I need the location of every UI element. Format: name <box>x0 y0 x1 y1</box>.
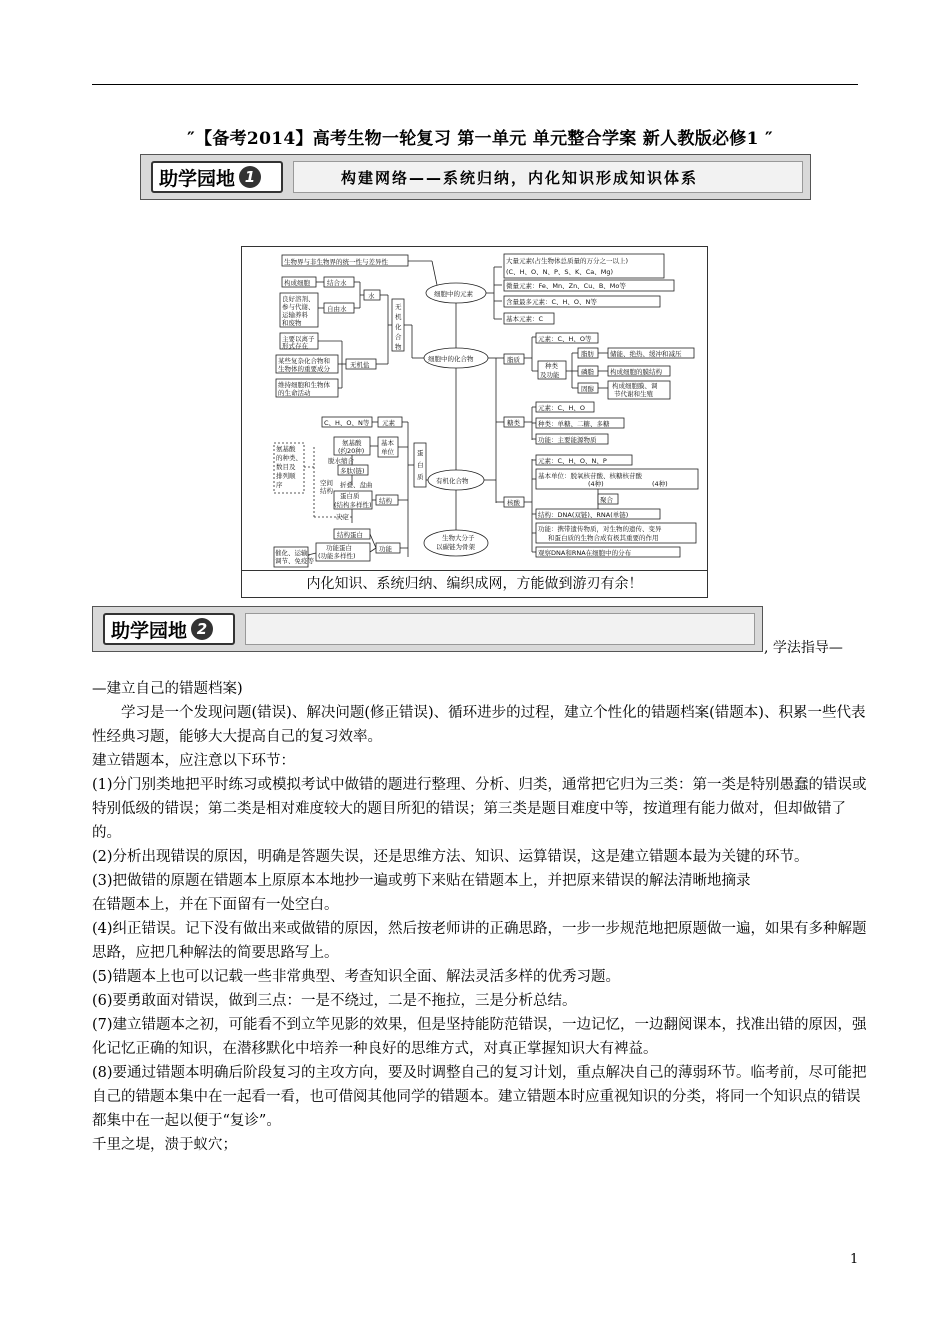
paragraph-step-2: (2)分析出现错误的原因，明确是答题失误，还是思维方法、知识、运算错误，这是建立错题本最为关键的环节。 <box>92 849 809 865</box>
amino-acid-2: (约20种) <box>338 447 365 455</box>
paragraph-proverb: 千里之堤，溃于蚁穴； <box>92 1137 237 1153</box>
salt-b-1: 某些复杂化合物和 <box>278 357 330 365</box>
water-func-3: 运输养料 <box>282 311 308 319</box>
nucleic-unit-1: 基本单位：脱氧核苷酸、核糖核苷酸 <box>538 472 642 480</box>
sugar: 糖类 <box>507 419 520 427</box>
lipid-kind-1: 种类 <box>545 362 558 370</box>
spatial-2: 结构 <box>320 487 333 495</box>
node-organic: 有机化合物 <box>436 477 469 485</box>
major-elements-1: 大量元素(占生物体总质量的万分之一以上) <box>506 257 629 265</box>
structure: 结构 <box>379 497 392 505</box>
node-macro-1: 生物大分子 <box>442 534 475 542</box>
paragraph-step-3a: (3)把做错的原题在错题本上原原本本地抄一遍或剪下来贴在错题本上，并把原来错误的解法清晰地摘录 <box>92 873 751 889</box>
number-one-icon: 1 <box>239 166 261 188</box>
inorganic-5: 物 <box>395 343 402 351</box>
inorganic-2: 机 <box>395 313 402 321</box>
nucleic-unit-2b: (4种) <box>652 480 668 488</box>
nucleic-acid: 核酸 <box>507 499 520 507</box>
nucleic-observe: 观察DNA和RNA在细胞中的分布 <box>538 549 632 557</box>
paragraph-step-4: (4)纠正错误。记下没有做出来或做错的原因，然后按老师讲的正确思路，一步一步规范地把原题做一遍，如果有多种解题思路，应把几种解法的简要思路写上。 <box>92 921 867 961</box>
inorganic-1: 无 <box>395 303 402 311</box>
left-note-3: 数目及 <box>276 463 296 471</box>
protein-1: 蛋白质 <box>340 492 360 500</box>
salt-a-2: 形式存在 <box>282 342 308 350</box>
salt-c-1: 维持细胞和生物体 <box>278 381 330 389</box>
nucleic-structure: 结构：DNA(双链)、RNA(单链) <box>538 511 629 519</box>
paragraph-intro: 学习是一个发现问题(错误)、解决问题(修正错误)、循环进步的过程，建立个性化的错题档案(错题本)、积累一些代表性经典习题，能够大大提高自己的复习效率。 <box>92 705 866 745</box>
body-text <box>92 677 868 1157</box>
protein-vertical-1: 蛋 <box>417 449 424 457</box>
bound-water: 结合水 <box>327 279 347 287</box>
nucleic-polymerize: 聚合 <box>600 496 613 504</box>
nucleic-unit-2a: (4种) <box>588 480 604 488</box>
salt-b-2: 生物体的重要成分 <box>278 365 330 373</box>
inorganic-4: 合 <box>395 333 402 341</box>
lipid-elements: 元素：C、H、O等 <box>538 335 592 343</box>
water-func-2: 参与代谢、 <box>282 303 315 311</box>
amino-acid-1: 氨基酸 <box>342 439 362 447</box>
left-note-4: 排列顺 <box>276 472 296 480</box>
nucleic-function-2: 和蛋白质的生物合成有极其重要的作用 <box>548 534 659 542</box>
diagram-top-label: 生物界与非生物界的统一性与差异性 <box>284 258 388 266</box>
sterol: 固醇 <box>581 385 594 393</box>
paragraph-step-7: (7)建立错题本之初，可能看不到立竿见影的效果，但是坚持能防范错误，一边记忆，一边翻阅课本，找准出错的原因，强化记忆正确的知识，在潜移默化中培养一种良好的思维方式，对真正掌握知识大有裨益。 <box>92 1017 867 1057</box>
phospholipid-function: 构成细胞的膜结构 <box>610 368 662 376</box>
salt-c-2: 的生命活动 <box>278 389 311 397</box>
protein-2: (结构多样性) <box>334 501 372 509</box>
salt-a-1: 主要以离子 <box>282 335 315 343</box>
body-line-0: —建立自己的错题档案) <box>92 681 243 697</box>
banner-heading-1: 构建网络——系统归纳，内化知识形成知识体系 <box>341 169 699 187</box>
trace-elements: 微量元素：Fe、Mn、Zn、Cu、B、Mo等 <box>506 282 626 290</box>
node-elements: 细胞中的元素 <box>434 290 473 298</box>
left-note-5: 序 <box>276 481 283 489</box>
left-note-2: 的种类、 <box>276 454 302 462</box>
banner-text-panel-2 <box>245 613 755 645</box>
decides: 决定 <box>336 513 349 521</box>
page-number: 1 <box>850 1252 859 1267</box>
most-elements: 含量最多元素：C、H、O、N等 <box>506 298 597 306</box>
catalysis-1: 催化、运输、 <box>275 549 314 557</box>
polypeptide: 多肽(链) <box>340 467 365 475</box>
major-elements-2: (C、H、O、N、P、S、K、Ca、Mg) <box>506 268 614 276</box>
sugar-kinds: 种类：单糖、二糖、多糖 <box>538 420 610 428</box>
water-struct: 构成细胞 <box>284 279 310 287</box>
water-func-1: 良好溶剂、 <box>282 295 315 303</box>
fat: 脂肪 <box>581 350 594 358</box>
folding: 折叠、盘曲 <box>340 481 373 489</box>
method-guide-label: , 学法指导— <box>764 640 843 656</box>
protein-element-list: C、H、O、N等 <box>324 419 370 427</box>
water-func-4: 和废物 <box>282 319 302 327</box>
inorganic-3: 化 <box>395 323 402 331</box>
free-water: 自由水 <box>327 305 347 313</box>
paragraph-step-8: (8)要通过错题本明确后阶段复习的主攻方向，要及时调整自己的复习计划，重点解决自己的薄弱环节。临考前，尽可能把自己的错题本集中在一起看一看，也可借阅其他同学的错题本。建立错题本时应重视知识的分类，将同一个知识点的错误都集中在一起以便于“复诊”。 <box>92 1065 867 1129</box>
functional-protein-2: (功能多样性) <box>318 552 356 560</box>
paragraph-steps-heading: 建立错题本，应注意以下环节： <box>92 753 295 769</box>
concept-map-svg <box>242 247 707 571</box>
phospholipid: 磷脂 <box>581 368 594 376</box>
protein-vertical-2: 白 <box>417 461 424 469</box>
sugar-elements: 元素：C、H、O <box>538 404 586 412</box>
catalysis-2: 调节、免疫等 <box>275 557 314 565</box>
spatial-1: 空间 <box>320 479 333 487</box>
inorganic-salt: 无机盐 <box>350 361 370 369</box>
structural-protein: 结构蛋白 <box>337 531 363 539</box>
sterol-function-2: 节代谢和生殖 <box>614 390 653 398</box>
banner-tag-label: 助学园地 <box>159 167 236 190</box>
banner-tag-1 <box>151 161 283 193</box>
section-banner-2 <box>92 606 763 652</box>
left-note-1: 氨基酸 <box>276 445 296 453</box>
sugar-function: 功能：主要能源物质 <box>538 436 597 444</box>
number-two-icon: 2 <box>191 618 213 640</box>
dehydration: 脱水缩合 <box>328 457 354 465</box>
sterol-function-1: 构成细胞膜、调 <box>612 382 658 390</box>
banner-tag-label-2: 助学园地 <box>111 619 188 642</box>
lipid: 脂质 <box>507 356 520 364</box>
fat-function: 储能、绝热、缓冲和减压 <box>610 350 682 358</box>
paragraph-step-3b: 在错题本上，并在下面留有一处空白。 <box>92 897 339 913</box>
concept-map <box>241 246 708 598</box>
basic-unit-2: 单位 <box>381 448 394 456</box>
protein-element: 元素 <box>382 419 395 427</box>
nucleic-function-1: 功能：携带遗传物质，对生物的遗传、变异 <box>538 525 662 533</box>
function: 功能 <box>379 545 392 553</box>
paragraph-step-5: (5)错题本上也可以记载一些非常典型、考查知识全面、解法灵活多样的优秀习题。 <box>92 969 621 985</box>
node-macro-2: 以碳链为骨架 <box>436 543 475 551</box>
document-title: ″【备考2014】高考生物一轮复习 第一单元 单元整合学案 新人教版必修1 ″ <box>187 129 773 149</box>
basic-unit-1: 基本 <box>381 439 394 447</box>
functional-protein-1: 功能蛋白 <box>326 544 352 552</box>
paragraph-step-6: (6)要勇敢面对错误，做到三点：一是不绕过，二是不拖拉，三是分析总结。 <box>92 993 577 1009</box>
lipid-kind-2: 及功能 <box>540 371 560 379</box>
section-banner-1 <box>140 154 811 200</box>
banner-tag-2 <box>103 613 235 645</box>
diagram-caption: 内化知识、系统归纳、编织成网，方能做到游刃有余！ <box>242 570 707 597</box>
paragraph-step-1: (1)分门别类地把平时练习或模拟考试中做错的题进行整理、分析、归类，通常把它归为三类：第一类是特别愚蠢的错误或特别低级的错误；第二类是相对难度较大的题目所犯的错误；第三类是题目难度中等，按道理有能力做对，但却做错了的。 <box>92 777 867 841</box>
protein-vertical-3: 质 <box>417 473 424 481</box>
water: 水 <box>368 292 375 300</box>
basic-element: 基本元素：C <box>506 315 544 323</box>
header-rule <box>92 84 858 85</box>
nucleic-elements: 元素：C、H、O、N、P <box>538 457 607 465</box>
node-compounds: 细胞中的化合物 <box>428 355 474 363</box>
